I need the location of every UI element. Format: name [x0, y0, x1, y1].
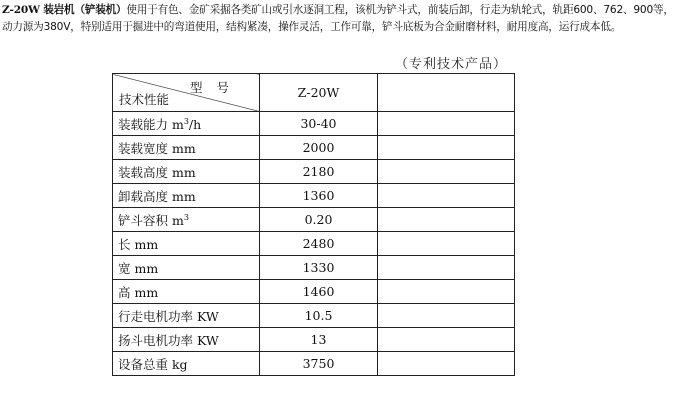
empty-cell: [378, 136, 515, 160]
spec-label: 长 mm: [118, 236, 159, 252]
empty-cell: [378, 184, 515, 208]
intro-body: 使用于有色、金矿采掘各类矿山或引水逐洞工程，该机为铲斗式，前装后卸，行走为轨轮式，轨距600、762、900等，动力源为380V，特别适用于掘进中的弯道使用，结构紧凑，操作灵活，工作可靠，铲斗底板为合金耐磨材料，耐用度高，运行成本低。: [2, 4, 674, 33]
table-row: [113, 304, 515, 328]
spec-label: 行走电机功率 KW: [118, 308, 219, 324]
spec-label: 装载能力 m: [118, 116, 184, 132]
empty-cell: [378, 304, 515, 328]
empty-cell: [378, 208, 515, 232]
model-name-cell: Z-20W: [260, 74, 378, 112]
unit-superscript: 3: [183, 116, 189, 126]
table-row: [113, 352, 515, 376]
table-row: [113, 256, 515, 280]
empty-cell: [378, 232, 515, 256]
spec-label-cell: [113, 160, 260, 184]
spec-value-cell: 3750: [260, 352, 378, 376]
unit-suffix: /h: [188, 116, 202, 132]
empty-header-cell: [378, 74, 515, 112]
spec-label-cell: [113, 184, 260, 208]
spec-label-cell: [113, 280, 260, 304]
header-model-label: 型号: [189, 80, 243, 95]
empty-cell: [378, 256, 515, 280]
spec-value-cell: 0.20: [260, 208, 378, 232]
table-row: [113, 208, 515, 232]
unit-superscript: 3: [183, 212, 189, 222]
spec-label: 宽 mm: [118, 260, 159, 276]
spec-label-cell: [113, 328, 260, 352]
spec-value-cell: 1330: [260, 256, 378, 280]
intro-paragraph: [2, 2, 674, 36]
spec-value-cell: 2180: [260, 160, 378, 184]
spec-value-cell: 2480: [260, 232, 378, 256]
table-row: [113, 184, 515, 208]
spec-label-cell: [113, 352, 260, 376]
spec-value-cell: 10.5: [260, 304, 378, 328]
spec-value-cell: 30-40: [260, 112, 378, 136]
table-row: [113, 112, 515, 136]
spec-label: 铲斗容积 m: [118, 212, 184, 228]
spec-label: 装载高度 mm: [118, 164, 196, 180]
spec-value-cell: 13: [260, 328, 378, 352]
spec-label: 卸载高度 mm: [118, 188, 196, 204]
spec-label-cell: [113, 256, 260, 280]
spec-value-cell: 1360: [260, 184, 378, 208]
empty-cell: [378, 280, 515, 304]
spec-label: 装载宽度 mm: [118, 140, 196, 156]
spec-label-cell: [113, 136, 260, 160]
spec-label-cell: [113, 208, 260, 232]
spec-label-cell: [113, 232, 260, 256]
spec-label-cell: [113, 304, 260, 328]
diagonal-header-cell: [113, 74, 260, 112]
empty-cell: [378, 352, 515, 376]
header-performance-label: 技术性能: [119, 92, 170, 107]
intro-title: Z-20W 装岩机（铲装机）: [2, 4, 127, 16]
spec-value-cell: 1460: [260, 280, 378, 304]
empty-cell: [378, 328, 515, 352]
spec-label: 扬斗电机功率 KW: [118, 332, 219, 348]
table-row: [113, 328, 515, 352]
spec-table: [112, 73, 515, 376]
spec-label: 高 mm: [118, 284, 159, 300]
spec-value-cell: 2000: [260, 136, 378, 160]
table-row: [113, 232, 515, 256]
table-row: [113, 136, 515, 160]
empty-cell: [378, 112, 515, 136]
table-row: [113, 160, 515, 184]
patent-note: （专利技术产品）: [395, 57, 508, 72]
table-row: [113, 280, 515, 304]
spec-label-cell: [113, 112, 260, 136]
empty-cell: [378, 160, 515, 184]
table-header-row: [113, 74, 515, 112]
spec-label: 设备总重 kg: [118, 356, 188, 372]
